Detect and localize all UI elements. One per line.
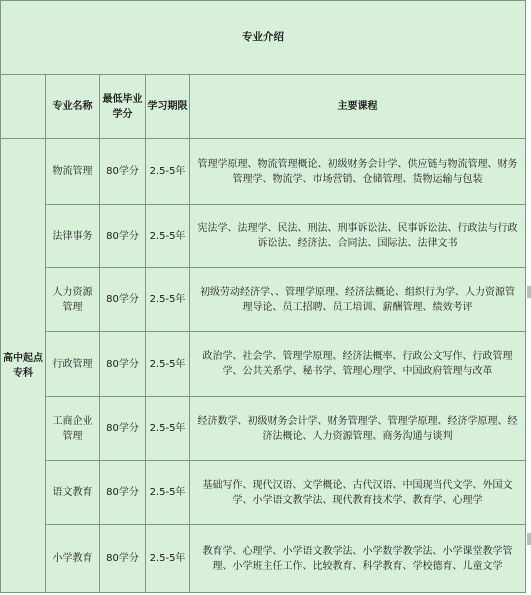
- category-header-cell: [1, 75, 46, 139]
- major-name: 工商企业管理: [46, 397, 100, 461]
- header-duration: 学习期限: [146, 75, 190, 139]
- min-credits: 80学分: [100, 461, 146, 525]
- min-credits: 80学分: [100, 139, 146, 205]
- major-name: 人力资源管理: [46, 268, 100, 332]
- study-duration: 2.5-5年: [146, 461, 190, 525]
- header-major: 专业名称: [46, 75, 100, 139]
- main-courses: 经济数学、初级财务会计学、财务管理学、管理学原理、经济学原理、经济法概论、人力资源管理、商务沟通与谈判: [190, 397, 526, 461]
- category-label: 高中起点专科: [1, 139, 46, 593]
- study-duration: 2.5-5年: [146, 397, 190, 461]
- min-credits: 80学分: [100, 205, 146, 268]
- table-row: [1, 139, 526, 205]
- study-duration: 2.5-5年: [146, 139, 190, 205]
- min-credits: 80学分: [100, 268, 146, 332]
- main-courses: 基础写作、现代汉语、文学概论、古代汉语、中国现当代文学、外国文学、小学语文教学法、现代教育技术学、教育学、心理学: [190, 461, 526, 525]
- header-courses: 主要课程: [190, 75, 526, 139]
- major-name: 小学教育: [46, 525, 100, 593]
- study-duration: 2.5-5年: [146, 205, 190, 268]
- min-credits: 80学分: [100, 525, 146, 593]
- main-courses: 政治学、社会学、管理学原理、经济法概率、行政公文写作、行政管理学、公共关系学、秘书学、管理心理学、中国政府管理与改革: [190, 332, 526, 397]
- min-credits: 80学分: [100, 397, 146, 461]
- main-courses: 教育学、心理学、小学语文教学法、小学数学教学法、小学课堂教学管理、小学班主任工作、比较教育、科学教育、学校德育、儿童文学: [190, 525, 526, 593]
- study-duration: 2.5-5年: [146, 332, 190, 397]
- table-header-row: [1, 75, 526, 139]
- min-credits: 80学分: [100, 332, 146, 397]
- study-duration: 2.5-5年: [146, 268, 190, 332]
- table-row: [1, 268, 526, 332]
- major-name: 物流管理: [46, 139, 100, 205]
- main-courses: 管理学原理、物流管理概论、初级财务会计学、供应链与物流管理、财务管理学、物流学、市场营销、仓储管理、货物运输与包装: [190, 139, 526, 205]
- table-title-row: [1, 1, 526, 75]
- table-title: 专业介绍: [1, 1, 526, 75]
- table-row: [1, 205, 526, 268]
- main-courses: 宪法学、法理学、民法、刑法、刑事诉讼法、民事诉讼法、行政法与行政诉讼法、经济法、合同法、国际法、法律文书: [190, 205, 526, 268]
- edge-divider-mark: [527, 533, 531, 545]
- table-row: [1, 525, 526, 593]
- main-courses: 初级劳动经济学、、管理学原理、经济法概论、组织行为学、人力资源管理导论、员工招聘、员工培训、薪酬管理、绩效考评: [190, 268, 526, 332]
- table-row: [1, 397, 526, 461]
- table-row: [1, 461, 526, 525]
- study-duration: 2.5-5年: [146, 525, 190, 593]
- major-name: 语文教育: [46, 461, 100, 525]
- edge-divider-mark: [527, 286, 531, 298]
- major-name: 法律事务: [46, 205, 100, 268]
- header-credits: 最低毕业学分: [100, 75, 146, 139]
- major-name: 行政管理: [46, 332, 100, 397]
- table-row: [1, 332, 526, 397]
